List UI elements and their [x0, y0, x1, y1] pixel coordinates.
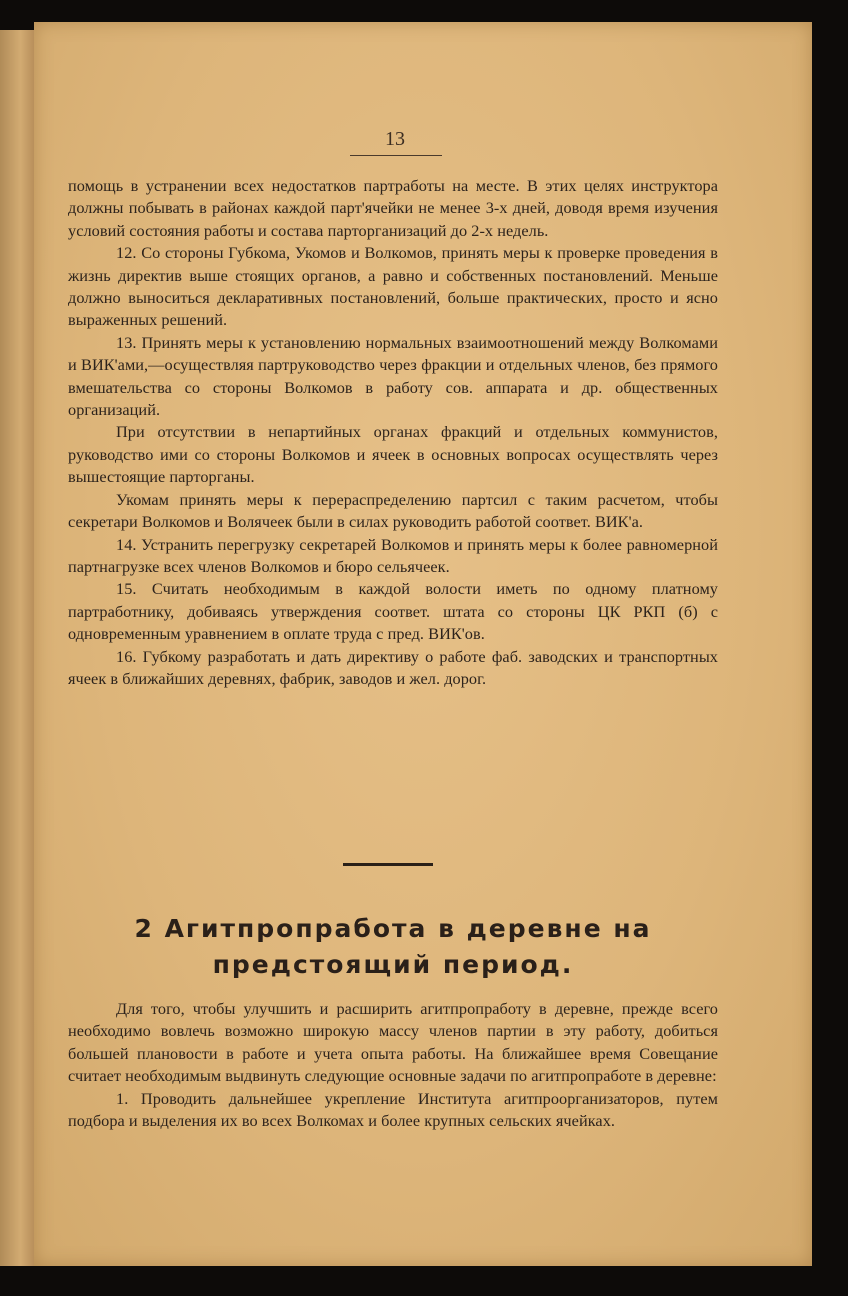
resolution-items-block: [68, 175, 718, 690]
section-heading-line1: 2 Агитпропработа в деревне на: [134, 914, 652, 943]
page-number: 13: [385, 128, 405, 150]
item-12: 12. Со стороны Губкома, Укомов и Волкомов, принять меры к проверке проведения в жизнь директив выше стоящих органов, а равно и собственных постановлений. Меньше должно выноситься декларативных постановлений, больше практических, просто и ясно выраженных решений.: [68, 243, 718, 330]
continuation-paragraph: помощь в устранении всех недостатков партработы на месте. В этих целях инструктора должны побывать в районах каждой парт'ячейки не менее 3-х дней, доводя время изучения условий состояния работы и состава парторганизаций до 2-х недель.: [68, 176, 718, 240]
previous-page-edge: [0, 30, 34, 1266]
section-heading-line2: предстоящий период.: [212, 950, 574, 979]
item-13-note-fractions: При отсутствии в непартийных органах фракций и отдельных коммунистов, руководство ими со стороны Волкомов и ячеек в основных вопросах осуществлять через вышестоящие парторганы.: [68, 422, 718, 487]
section-divider: [343, 863, 433, 866]
section-intro-paragraph: Для того, чтобы улучшить и расширить агитпропработу в деревне, прежде всего необходимо вовлечь возможно широкую массу членов партии в эту работу, добиться большей плановости в работе и учета опыта работы. На ближайшее время Совещание считает необходимым выдвинуть следующие основные задачи по агитпропработе в деревне:: [68, 999, 718, 1086]
item-13-note-ukoms: Укомам принять меры к перераспределению партсил с таким расчетом, чтобы секретари Волкомов и Волячеек были в силах руководить работой соответ. ВИК'а.: [68, 489, 718, 532]
page-number-underline: [350, 155, 442, 156]
section-item-1: 1. Проводить дальнейшее укрепление Института агитпроорганизаторов, путем подбора и выделения их во всех Волкомах и более крупных сельских ячейках.: [68, 1088, 718, 1131]
item-13: 13. Принять меры к установлению нормальных взаимоотношений между Волкомами и ВИК'ами,—осуществляя партруководство через фракции и отдельных членов, без прямого вмешательства со стороны Волкомов в работу сов. аппарата и др. общественных организаций.: [68, 332, 718, 420]
agitprop-section-block: [68, 998, 718, 1132]
item-14: 14. Устранить перегрузку секретарей Волкомов и принять меры к более равномерной партнагрузке всех членов Волкомов и бюро сельячеек.: [68, 534, 718, 576]
item-16: 16. Губкому разработать и дать директиву о работе фаб. заводских и транспортных ячеек в ближайших деревнях, фабрик, заводов и жел. дорог.: [68, 646, 718, 688]
item-15: 15. Считать необходимым в каждой волости иметь по одному платному партработнику, добиваясь утверждения соответ. штата со стороны ЦК РКП (б) с одновременным уравнением в оплате труда с пред. ВИК'ов.: [68, 579, 718, 644]
